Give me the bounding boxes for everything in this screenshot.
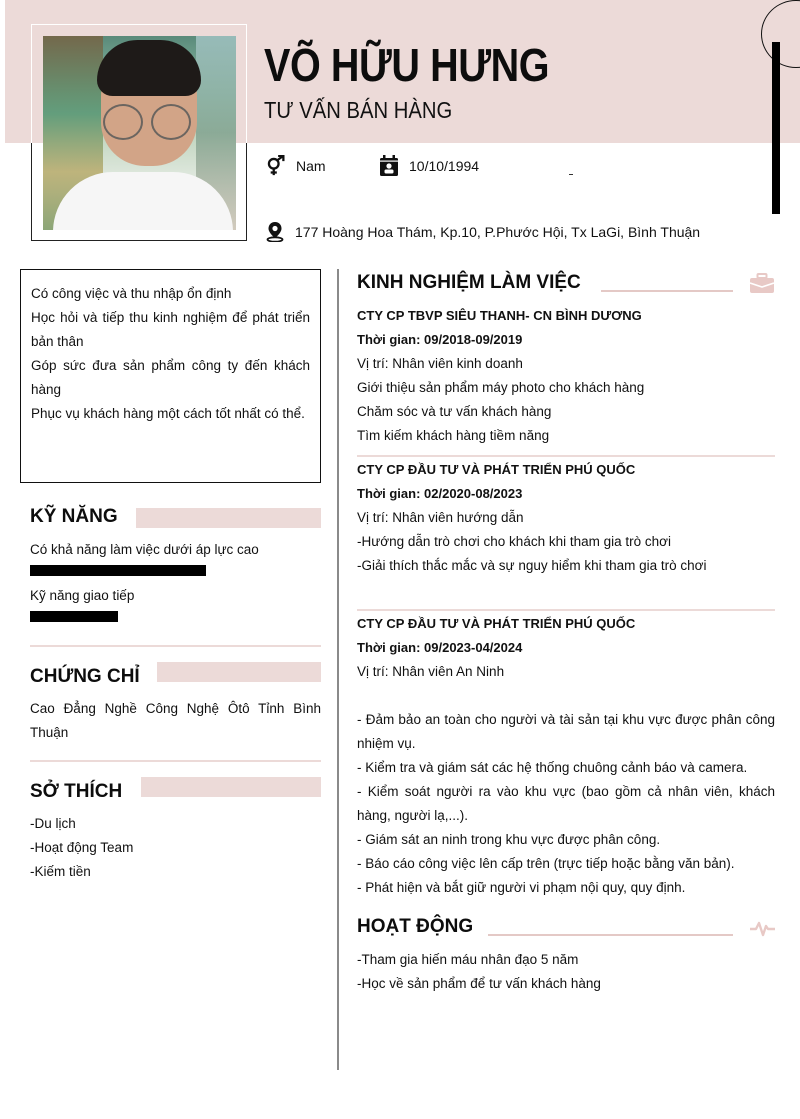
skill-label: Kỹ năng giao tiếp — [30, 588, 135, 603]
job-period: Thời gian: 02/2020-08/2023 — [357, 486, 523, 501]
skills-title: KỸ NĂNG — [30, 506, 118, 527]
objective-line: Phục vụ khách hàng một cách tốt nhất có thể. — [31, 406, 305, 421]
job-period: Thời gian: 09/2023-04/2024 — [357, 640, 523, 655]
certificates-title: CHỨNG CHỈ — [30, 666, 140, 687]
gender-info — [265, 155, 326, 176]
job-separator — [357, 455, 775, 457]
skill-level-bar — [30, 611, 118, 622]
certificates-title-bar — [157, 662, 321, 682]
job-separator — [357, 609, 775, 611]
job-detail: Giới thiệu sản phẩm máy photo cho khách hàng — [357, 380, 645, 395]
hobby-item: -Kiếm tiền — [30, 864, 91, 879]
career-objective — [20, 269, 321, 483]
column-divider — [337, 269, 339, 1070]
job-position: Vị trí: Nhân viên kinh doanh — [357, 356, 523, 371]
candidate-name: VÕ HỮU HƯNG — [264, 39, 550, 91]
map-marker-icon — [265, 221, 285, 242]
activities-title-line — [488, 934, 733, 936]
gender-value: Nam — [296, 157, 326, 174]
job-detail: - Kiểm soát người ra vào khu vực (bao gồm cả nhân viên, khách hàng, người lạ,...). — [357, 784, 775, 823]
certificate-text: Cao Đẳng Nghề Công Nghệ Ôtô Tỉnh Bình Thuận — [30, 701, 321, 740]
job-detail: - Kiểm tra và giám sát các hệ thống chuông cảnh báo và camera. — [357, 760, 748, 775]
section-separator — [30, 645, 321, 647]
skill-label: Có khả năng làm việc dưới áp lực cao — [30, 542, 259, 557]
skill-level-bar — [30, 565, 206, 576]
job-detail: - Giám sát an ninh trong khu vực được phân công. — [357, 832, 661, 847]
address-value: 177 Hoàng Hoa Thám, Kp.10, P.Phước Hội, Tx LaGi, Bình Thuận — [295, 223, 701, 240]
activities-title: HOẠT ĐỘNG — [357, 916, 474, 937]
job-detail: - Phát hiện và bắt giữ người vi phạm nội quy, quy định. — [357, 880, 686, 895]
gender-icon — [265, 155, 286, 176]
objective-line: Học hỏi và tiếp thu kinh nghiệm để phát triển bản thân — [31, 310, 310, 349]
heartbeat-icon — [750, 920, 775, 937]
hobby-item: -Du lịch — [30, 816, 76, 831]
job-company: CTY CP ĐẦU TƯ VÀ PHÁT TRIỂN PHÚ QUỐC — [357, 616, 636, 631]
objective-line: Góp sức đưa sản phẩm công ty đến khách hàng — [31, 358, 310, 397]
profile-photo-frame — [31, 24, 247, 241]
job-detail: Chăm sóc và tư vấn khách hàng — [357, 404, 552, 419]
decorative-bar — [772, 42, 780, 214]
job-detail: Tìm kiếm khách hàng tiềm năng — [357, 428, 550, 443]
placeholder-dash — [569, 174, 573, 175]
calendar-user-icon — [379, 155, 399, 176]
job-period: Thời gian: 09/2018-09/2019 — [357, 332, 523, 347]
skills-title-bar — [136, 508, 321, 528]
job-position: Vị trí: Nhân viên hướng dẫn — [357, 510, 524, 525]
section-separator — [30, 760, 321, 762]
job-position: Vị trí: Nhân viên An Ninh — [357, 664, 505, 679]
activity-item: -Tham gia hiến máu nhân đạo 5 năm — [357, 952, 579, 967]
address-info — [265, 221, 700, 242]
hobby-item: -Hoạt động Team — [30, 840, 134, 855]
experience-title-line — [601, 290, 733, 292]
job-company: CTY CP TBVP SIÊU THANH- CN BÌNH DƯƠNG — [357, 308, 642, 323]
hobbies-title-bar — [141, 777, 321, 797]
objective-line: Có công việc và thu nhập ổn định — [31, 286, 232, 301]
birthday-info — [379, 155, 479, 176]
job-detail: - Đảm bảo an toàn cho người và tài sản tại khu vực được phân công nhiệm vụ. — [357, 712, 775, 751]
profile-photo — [43, 36, 236, 230]
job-detail: -Giải thích thắc mắc và sự nguy hiểm khi tham gia trò chơi — [357, 558, 707, 573]
job-title: TƯ VẤN BÁN HÀNG — [264, 97, 453, 123]
job-company: CTY CP ĐẦU TƯ VÀ PHÁT TRIỂN PHÚ QUỐC — [357, 462, 636, 477]
activity-item: -Học về sản phẩm để tư vấn khách hàng — [357, 976, 601, 991]
job-detail: - Báo cáo công việc lên cấp trên (trực tiếp hoặc bằng văn bản). — [357, 856, 735, 871]
job-detail: -Hướng dẫn trò chơi cho khách khi tham gia trò chơi — [357, 534, 671, 549]
birthday-value: 10/10/1994 — [409, 157, 480, 174]
hobbies-title: SỞ THÍCH — [30, 781, 123, 802]
experience-title: KINH NGHIỆM LÀM VIỆC — [357, 272, 581, 293]
briefcase-icon — [749, 273, 775, 294]
